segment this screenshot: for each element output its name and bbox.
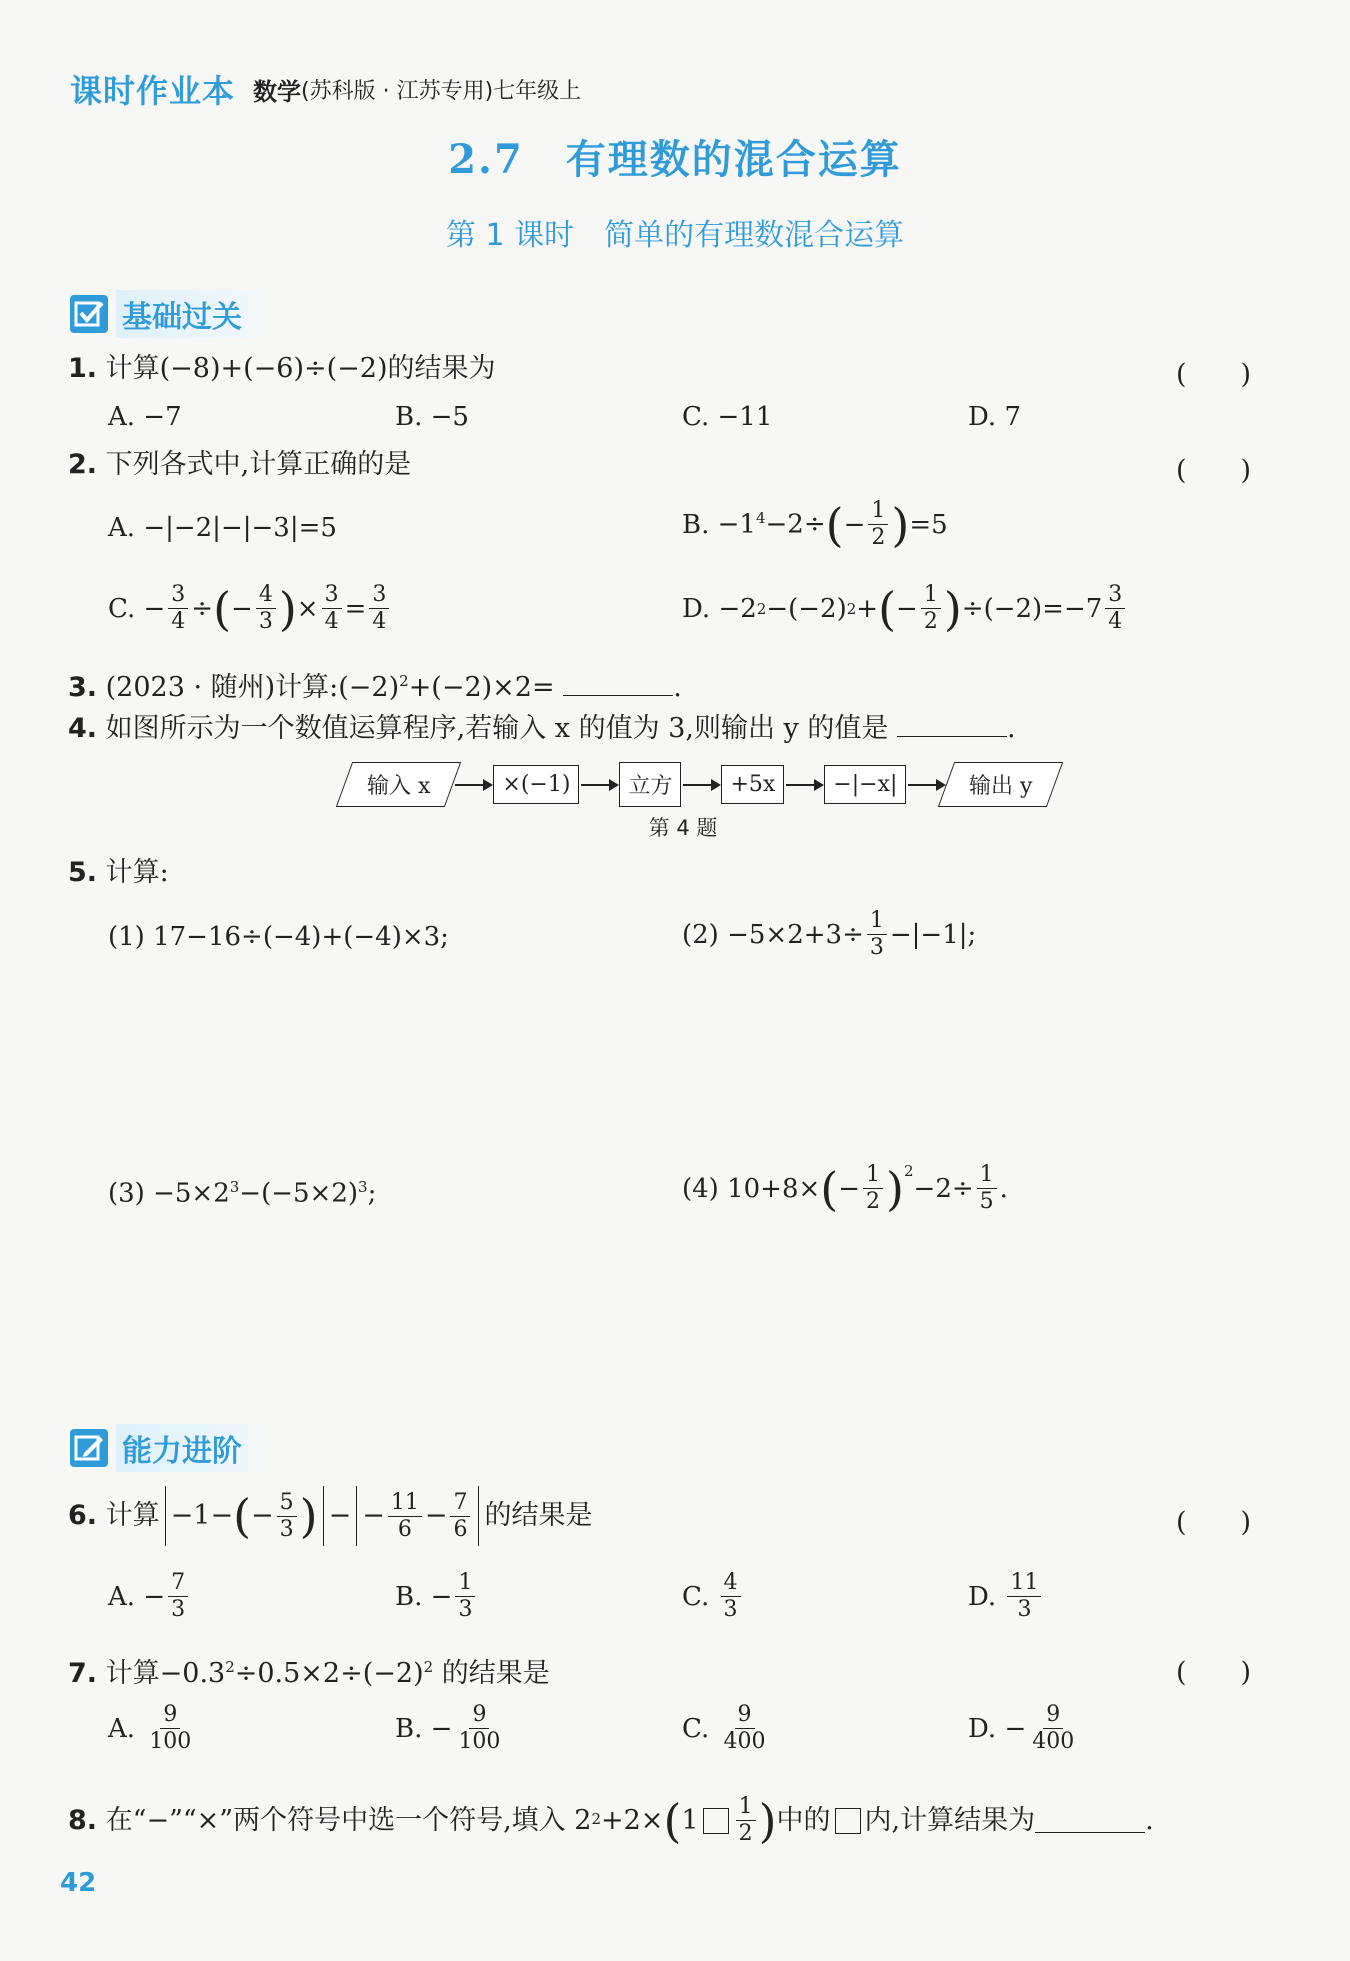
question-text: 如图所示为一个数值运算程序,若输入 x 的值为 3,则输出 y 的值是	[105, 713, 889, 744]
question-text: 计算−0.3	[105, 1658, 226, 1689]
question-number: 5.	[68, 857, 98, 888]
fraction: $\frac{4}{3}$	[721, 1570, 741, 1623]
flow-diagram	[344, 762, 1056, 807]
answer-blank[interactable]	[563, 671, 673, 696]
option-label: B.	[682, 509, 710, 540]
page-number: 42	[60, 1868, 97, 1898]
option-a: A. $\frac{9}{100}$	[108, 1702, 197, 1755]
option-b: B. −5	[395, 402, 469, 432]
option-d: D. $\frac{11}{3}$	[968, 1570, 1044, 1623]
option-b: B. − $\frac{1}{3}$	[395, 1570, 478, 1623]
flow-step: +5x	[721, 765, 784, 804]
flow-step: ×(−1)	[493, 765, 579, 804]
fraction: $\frac{1}{5}$	[977, 1162, 997, 1215]
header	[70, 66, 581, 112]
question-1	[68, 352, 496, 386]
answer-paren: ( )	[1176, 1657, 1252, 1688]
section-basic-label: 基础过关	[116, 290, 268, 338]
question-5	[68, 856, 169, 890]
fraction: $\frac{1}{2}$	[863, 1162, 883, 1215]
fraction: $\frac{9}{400}$	[1032, 1702, 1075, 1754]
figure-caption: 第 4 题	[648, 816, 718, 840]
fraction: $\frac{7}{6}$	[450, 1490, 470, 1543]
question-6: 6. 计算 −1− ( − $\frac{5}{3}$ ) − − $\frac{11}{6}$ − $\frac{7}{6}$ 的结果是	[68, 1486, 592, 1546]
question-text: 计算:	[105, 857, 169, 888]
subquestion-2: (2) −5×2+3÷ $\frac{1}{3}$ −|−1|;	[682, 908, 977, 960]
option-a: A. −7	[108, 402, 182, 432]
fill-box[interactable]	[835, 1808, 861, 1834]
option-c: C. $\frac{4}{3}$	[682, 1570, 744, 1623]
question-number: 4.	[68, 713, 98, 744]
arrow-icon	[581, 784, 617, 786]
question-text: 计算	[105, 1500, 160, 1531]
fraction: $\frac{11}{6}$	[388, 1490, 422, 1543]
option-d: D. −2 2 −(−2) 2 + ( − $\frac{1}{2}$ ) ÷(−2)=−7 $\frac{3}{4}$	[682, 582, 1128, 635]
question-7: 7. 计算$-0.3^2\div 0.5\times 2\div(-2)^2$ 的结果是	[68, 1658, 550, 1689]
question-number: 2.	[68, 449, 98, 480]
answer-blank[interactable]	[897, 712, 1007, 737]
option-d: D. 7	[968, 402, 1021, 432]
fraction: $\frac{9}{100}$	[149, 1702, 192, 1754]
fraction: $\frac{3}{4}$	[1105, 582, 1125, 635]
option-label: A.	[108, 513, 136, 543]
option-a	[108, 513, 337, 543]
option-label: D.	[682, 593, 711, 624]
question-2	[68, 448, 411, 482]
question-3: 3. (2023 · 随州)计算$:(-2)^2+(-2)\times 2=$ .	[68, 672, 682, 703]
fraction: $\frac{1}{3}$	[867, 908, 887, 961]
option-c: C. − $\frac{3}{4}$ ÷ ( − $\frac{4}{3}$ ) × $\frac{3}{4}$ = $\frac{3}{4}$	[108, 582, 392, 635]
lesson-title: 第 1 课时 简单的有理数混合运算	[445, 218, 905, 253]
section-advanced	[70, 1424, 268, 1472]
abs-bar	[323, 1486, 324, 1546]
option-c: C. $\frac{9}{400}$	[682, 1702, 772, 1755]
option-label: C.	[108, 593, 136, 624]
chapter-title: 2.7 有理数的混合运算	[448, 136, 902, 183]
option-d: D. − $\frac{9}{400}$	[968, 1702, 1080, 1755]
section-basic	[70, 290, 268, 338]
question-number: 1.	[68, 353, 98, 384]
header-edition: (苏科版 · 江苏专用)七年级上	[301, 78, 582, 104]
fraction: $\frac{9}{400}$	[723, 1702, 766, 1754]
fraction: $\frac{1}{2}$	[736, 1794, 756, 1847]
arrow-icon	[683, 784, 719, 786]
brand-logo: 课时作业本	[70, 72, 236, 110]
question-4: 4. 如图所示为一个数值运算程序,若输入 x 的值为 3,则输出 y 的值是 .	[68, 713, 1016, 744]
math-expr: −|−2|−|−3|=5	[143, 513, 337, 543]
question-number: 6.	[68, 1500, 98, 1531]
option-b: B. − $\frac{9}{100}$	[395, 1702, 506, 1755]
header-subject: 数学	[253, 77, 302, 106]
arrow-icon	[908, 784, 944, 786]
arrow-icon	[455, 784, 491, 786]
fraction: $\frac{3}{4}$	[168, 582, 188, 635]
question-text: 计算(−8)+(−6)÷(−2)的结果为	[105, 353, 496, 384]
fraction: $\frac{11}{3}$	[1007, 1570, 1041, 1623]
math-expr: $-1^4-2\div$	[717, 509, 826, 540]
subquestion-4: (4) 10+8× ( − $\frac{1}{2}$ ) $^2$ −2÷ $\frac{1}{5}$ .	[682, 1161, 1008, 1216]
fraction: $\frac{4}{3}$	[256, 582, 276, 635]
subquestion-1: (1) 17−16÷(−4)+(−4)×3;	[108, 922, 449, 952]
option-c: C. −11	[682, 402, 773, 432]
question-text: (2023 · 随州)计算:(−2)	[105, 672, 400, 703]
fraction: $\frac{9}{100}$	[458, 1702, 501, 1754]
answer-paren: ( )	[1176, 1507, 1252, 1538]
fraction: $\frac{1}{2}$	[868, 498, 888, 551]
fraction: $\frac{3}{4}$	[369, 582, 389, 635]
answer-paren: ( )	[1176, 455, 1252, 486]
answer-blank[interactable]	[1035, 1808, 1145, 1833]
abs-bar	[165, 1486, 166, 1546]
flow-input: 输入 x	[336, 762, 462, 807]
option-a: A. − $\frac{7}{3}$	[108, 1570, 191, 1623]
abs-bar	[356, 1486, 357, 1546]
pencil-icon	[70, 1429, 108, 1467]
subquestion-3: $(3) -5\times 2^3-(-5\times 2)^3$;	[108, 1178, 377, 1209]
abs-bar	[478, 1486, 479, 1546]
fraction: $\frac{5}{3}$	[277, 1490, 297, 1543]
option-b: B. $-1^4-2\div$ ( − $\frac{1}{2}$ ) =5	[682, 497, 948, 552]
question-number: 8.	[68, 1804, 98, 1836]
fraction: $\frac{3}{4}$	[322, 582, 342, 635]
fill-box[interactable]	[703, 1808, 729, 1834]
question-text: 下列各式中,计算正确的是	[105, 449, 412, 480]
section-advanced-label: 能力进阶	[116, 1424, 268, 1472]
fraction: $\frac{7}{3}$	[168, 1570, 188, 1623]
answer-paren: ( )	[1176, 359, 1252, 390]
flow-step: 立方	[619, 762, 681, 807]
flow-output: 输出 y	[938, 762, 1064, 807]
question-number: 7.	[68, 1658, 98, 1689]
flow-step: −|−x|	[824, 765, 906, 804]
checkbox-icon	[70, 295, 108, 333]
arrow-icon	[786, 784, 822, 786]
question-text: 在“−”“×”两个符号中选一个符号,填入 2	[105, 1804, 592, 1836]
fraction: $\frac{1}{3}$	[455, 1570, 475, 1623]
question-8: 8. 在“−”“×”两个符号中选一个符号,填入 2 2 +2× ( 1 $\frac{1}{2}$ ) 中的 内,计算结果为 .	[68, 1793, 1154, 1848]
fraction: $\frac{1}{2}$	[921, 582, 941, 635]
question-number: 3.	[68, 672, 98, 703]
